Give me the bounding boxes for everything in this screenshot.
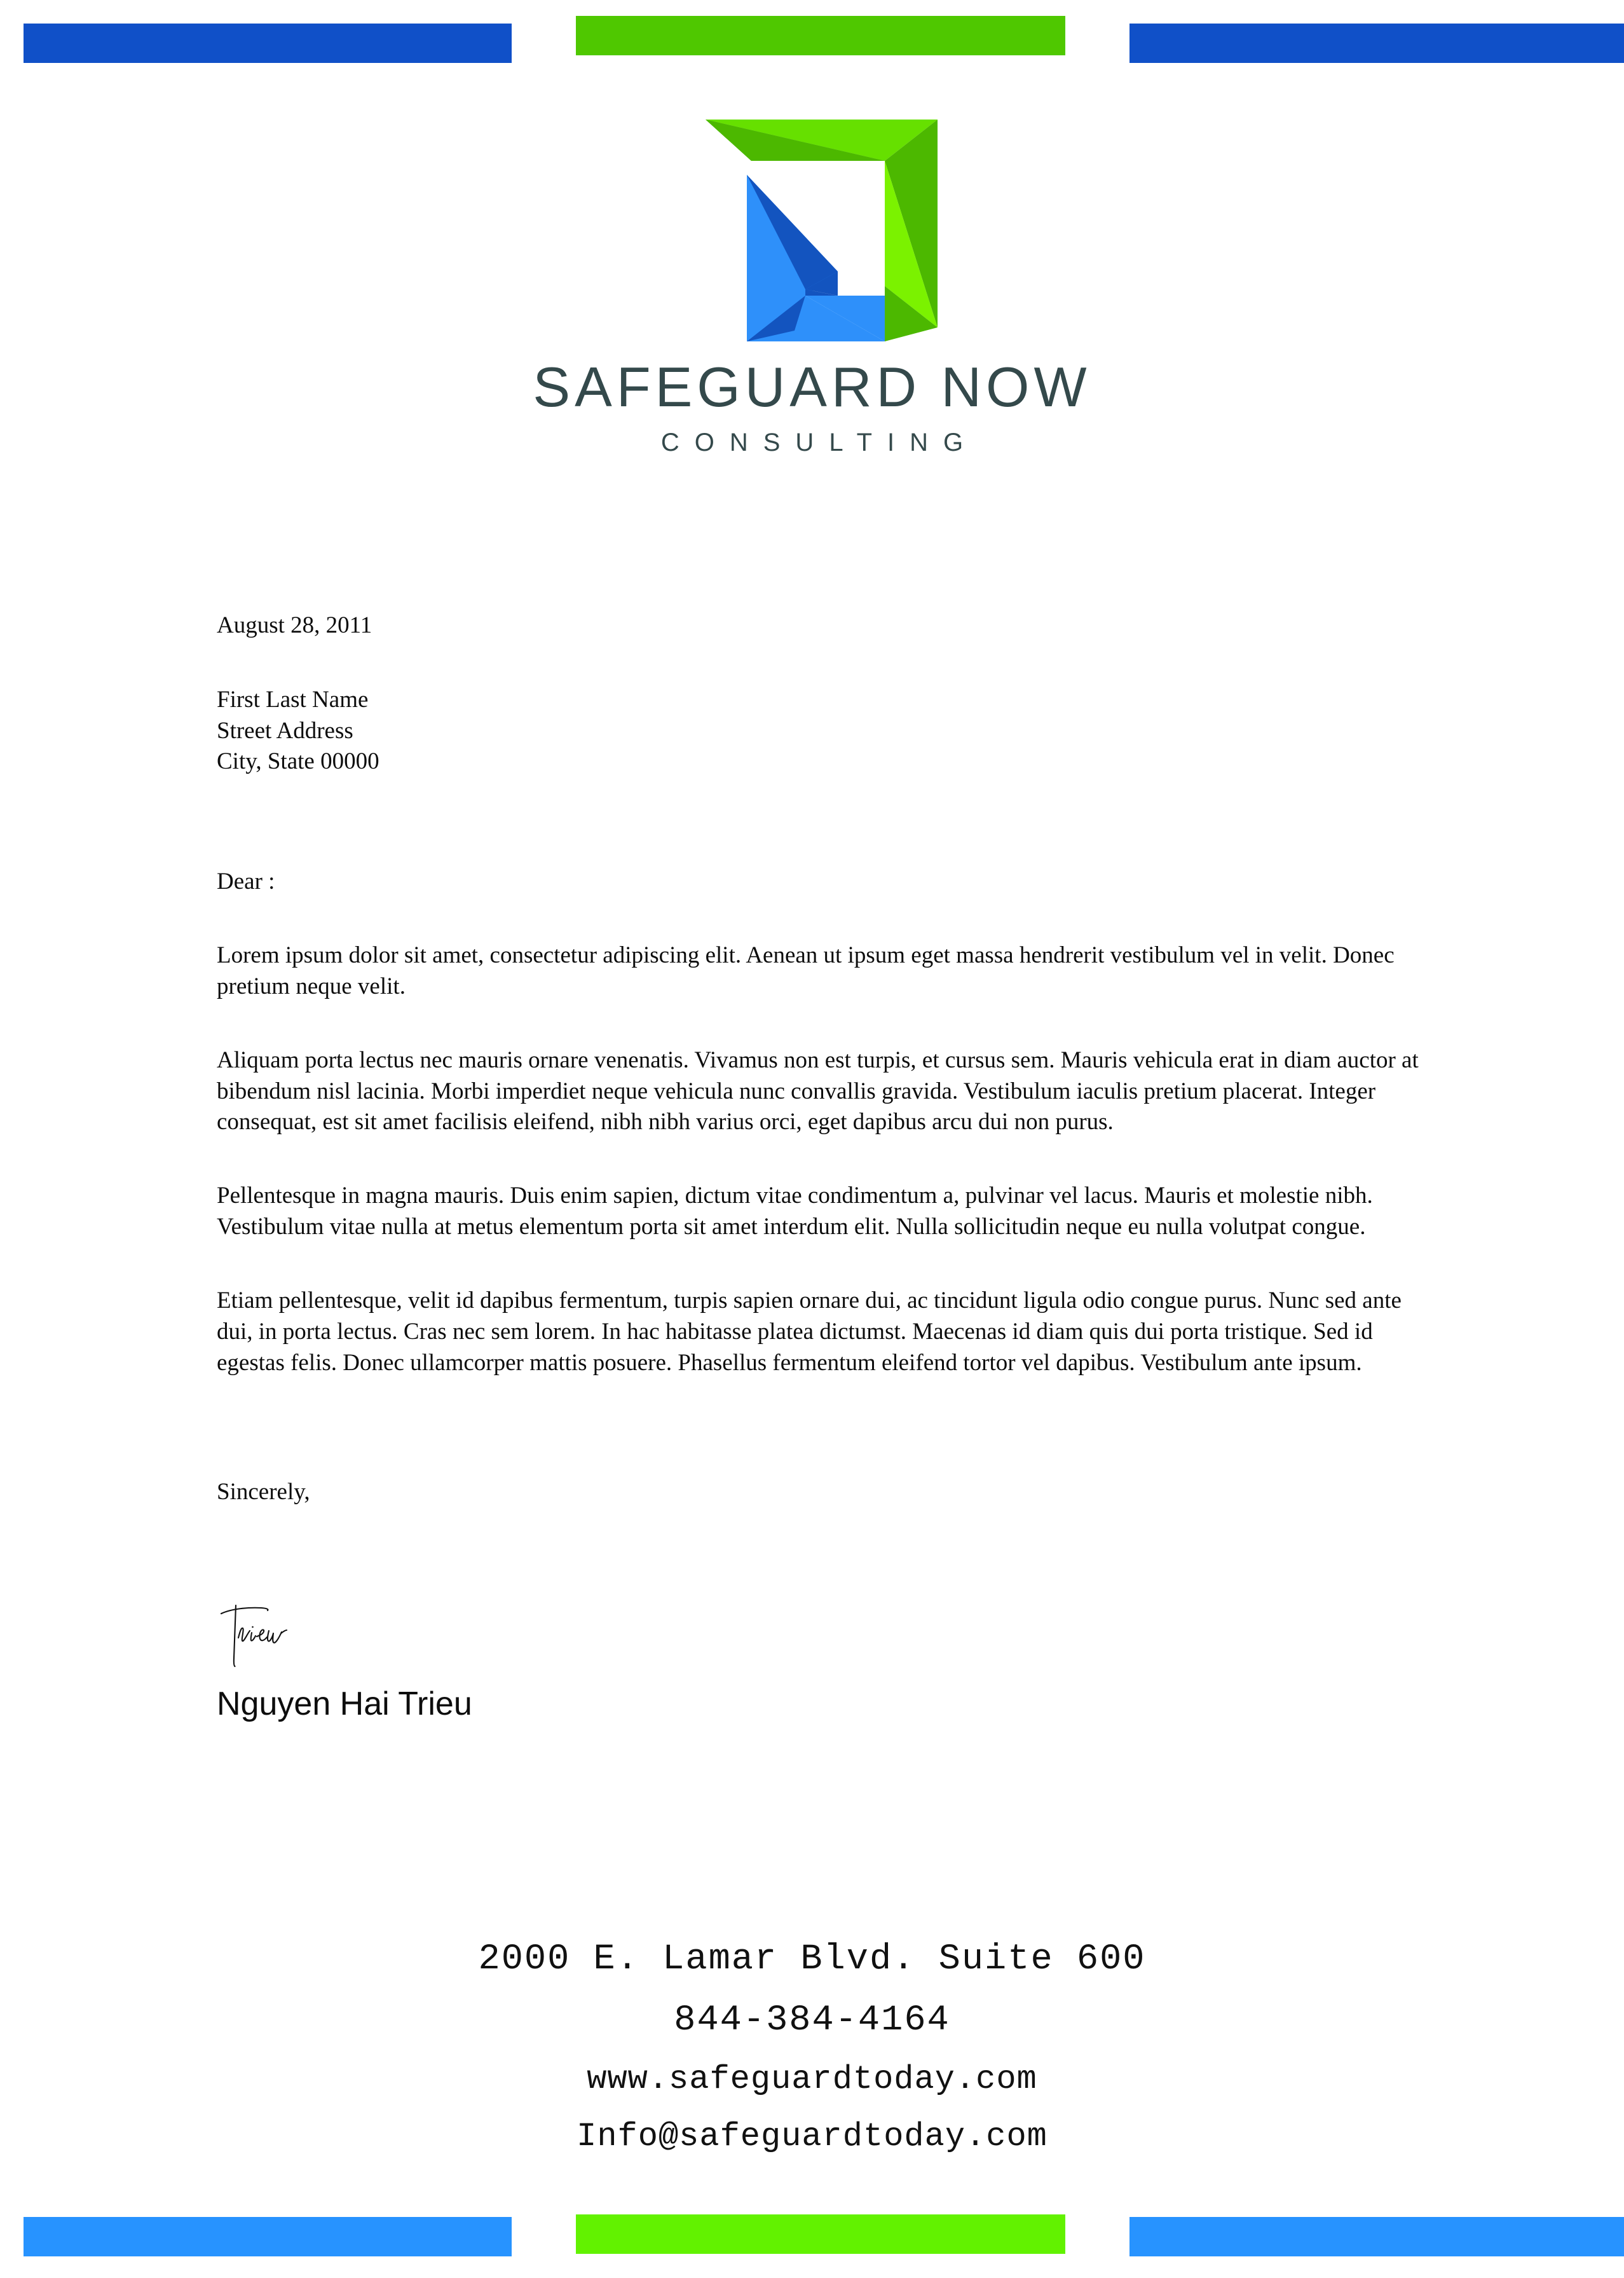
letter-closing: Sincerely, (217, 1479, 310, 1506)
footer-website-link[interactable]: www.safeguardtoday.com (587, 2061, 1037, 2099)
letter-salutation: Dear : (217, 868, 275, 895)
handwritten-signature-icon (219, 1602, 385, 1672)
letter-date: August 28, 2011 (217, 612, 372, 638)
bottom-bar-center-green (576, 2214, 1065, 2254)
recipient-line-name: First Last Name (217, 686, 369, 713)
footer-contact-block (0, 1936, 1624, 2172)
company-name: SAFEGUARD NOW (533, 355, 1091, 418)
recipient-address-block (217, 685, 1433, 778)
top-bar-center-green (576, 16, 1065, 55)
letter-paragraph-4: Etiam pellentesque, velit id dapibus fermentum, turpis sapien ornare dui, ac tincidunt ligula odio congue purus. Nunc sed ante dui, in porta lectus. Cras nec sem lorem. In hac habitasse platea dictumst. Maecenas id diam quis dui porta tristique. Sed id egestas felis. Donec ullamcorper mattis posuere. Phasellus fermentum eleifend tortor vel dapibus. Vestibulum ante ipsum. (217, 1287, 1402, 1376)
bottom-bar-right-blue (1129, 2217, 1624, 2256)
signer-name: Nguyen Hai Trieu (217, 1685, 472, 1722)
recipient-line-city: City, State 00000 (217, 748, 379, 775)
footer-address: 2000 E. Lamar Blvd. Suite 600 (478, 1939, 1146, 1980)
company-logo-icon (699, 105, 947, 356)
letter-body (217, 610, 1433, 1508)
footer-phone[interactable]: 844-384-4164 (674, 2000, 950, 2041)
top-bar-right-blue (1129, 24, 1624, 63)
letter-paragraph-3: Pellentesque in magna mauris. Duis enim sapien, dictum vitae condimentum a, pulvinar vel lacus. Mauris et molestie nibh. Vestibulum vitae nulla at metus elementum porta sit amet interdum elit. Nulla sollicitudin neque eu nulla volutpat congue. (217, 1183, 1373, 1240)
letter-paragraph-1: Lorem ipsum dolor sit amet, consectetur adipiscing elit. Aenean ut ipsum eget massa hendrerit vestibulum vel in velit. Donec pretium neque velit. (217, 942, 1395, 999)
footer-email-link[interactable]: Info@safeguardtoday.com (577, 2117, 1047, 2155)
top-bar-left-blue (24, 24, 512, 63)
bottom-bar-left-blue (24, 2217, 512, 2256)
letter-paragraph-2: Aliquam porta lectus nec mauris ornare venenatis. Vivamus non est turpis, et cursus sem. Mauris vehicula erat in diam auctor at bibendum nisl lacinia. Morbi imperdiet neque vehicula nunc convallis gravida. Vestibulum iaculis pretium placerat. Integer consequat, est sit amet facilisis eleifend, nibh nibh varius orci, eget dapibus arcu dui non purus. (217, 1046, 1419, 1136)
company-tagline: CONSULTING (660, 429, 979, 456)
recipient-line-street: Street Address (217, 717, 353, 744)
